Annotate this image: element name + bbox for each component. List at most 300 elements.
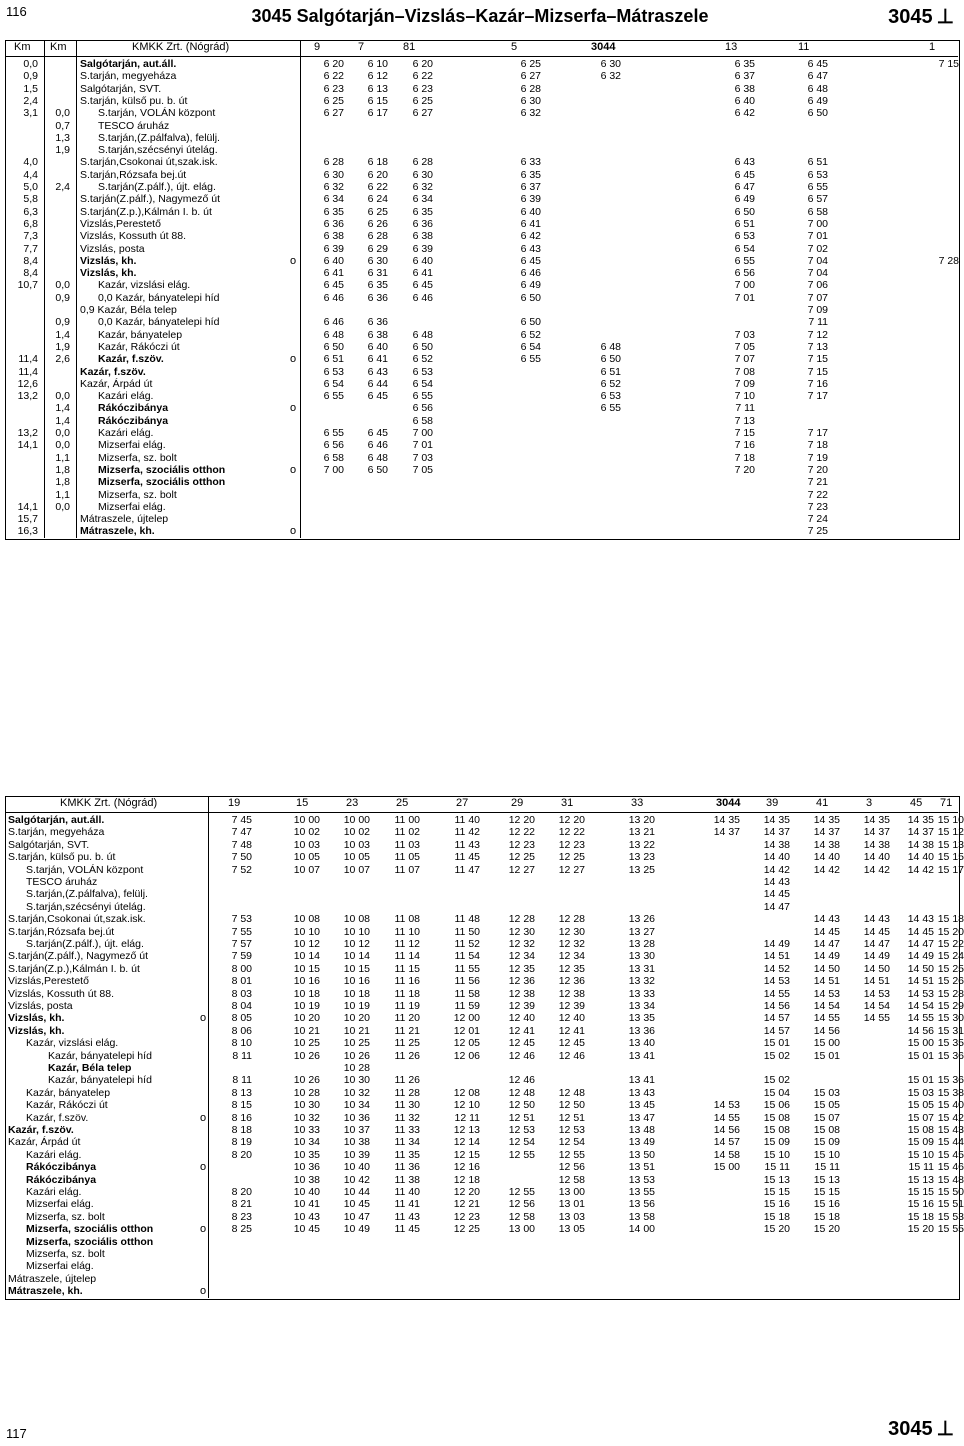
- time-cell: 6 50: [520, 316, 541, 329]
- time-cell: 11 02: [394, 826, 420, 839]
- time-cell: 15 20: [937, 925, 964, 938]
- time-cell: 6 42: [734, 107, 755, 120]
- time-cell: 11 07: [394, 863, 420, 876]
- time-cell: 14 40: [907, 851, 934, 864]
- km2-value: 1,4: [55, 328, 70, 341]
- time-cell: 12 30: [558, 925, 585, 938]
- time-cell: 10 35: [293, 1148, 320, 1161]
- km-value: 12,6: [17, 377, 38, 390]
- time-cell: 14 38: [813, 838, 840, 851]
- time-cell: 8 04: [231, 1000, 252, 1012]
- time-cell: 14 54: [907, 1000, 934, 1012]
- time-cell: 15 16: [763, 1198, 790, 1211]
- station-name: Kazári elág.: [98, 427, 154, 439]
- time-cell: 13 47: [628, 1111, 655, 1124]
- time-cell: 6 46: [367, 439, 388, 452]
- time-cell: 15 43: [937, 1124, 964, 1136]
- time-cell: 6 51: [734, 217, 755, 230]
- time-cell: 14 57: [763, 1012, 790, 1025]
- time-cell: 10 07: [343, 863, 370, 876]
- time-cell: 15 15: [813, 1186, 840, 1198]
- time-cell: 15 07: [813, 1111, 840, 1124]
- time-cell: 6 55: [323, 427, 344, 439]
- time-cell: 11 25: [394, 1037, 420, 1050]
- time-cell: 15 18: [907, 1210, 934, 1223]
- time-cell: 10 20: [343, 1012, 370, 1025]
- station-name: Kazári elág.: [26, 1148, 82, 1161]
- station-name: Vizslás, Kossuth út 88.: [80, 230, 187, 243]
- time-cell: 6 41: [412, 267, 433, 280]
- time-cell: 7 10: [734, 390, 755, 403]
- time-cell: 6 55: [600, 402, 621, 415]
- time-cell: 10 28: [293, 1086, 320, 1099]
- station-name: S.tarján,szécsényi útelág.: [26, 900, 146, 913]
- time-cell: 13 55: [628, 1186, 655, 1198]
- time-cell: 8 11: [232, 1049, 252, 1062]
- time-cell: 15 01: [763, 1037, 790, 1050]
- time-cell: 7 15: [734, 427, 755, 439]
- time-cell: 15 13: [937, 838, 964, 851]
- time-cell: 6 15: [367, 94, 388, 107]
- time-cell: 15 24: [937, 950, 964, 963]
- time-cell: 15 13: [763, 1173, 790, 1186]
- time-cell: 6 28: [412, 156, 433, 169]
- time-cell: 10 10: [293, 925, 320, 938]
- train-number: 29: [511, 797, 524, 809]
- time-cell: 7 48: [231, 838, 252, 851]
- time-cell: 10 02: [343, 826, 370, 839]
- time-cell: 10 34: [343, 1099, 370, 1112]
- time-cell: 6 28: [367, 230, 388, 243]
- train-number: 3044: [716, 797, 741, 809]
- time-cell: 12 46: [508, 1049, 535, 1062]
- station-name: Kazár, bányatelep: [98, 328, 183, 341]
- time-cell: 15 40: [937, 1099, 964, 1112]
- time-cell: 14 43: [763, 876, 790, 888]
- time-cell: 6 45: [520, 254, 541, 267]
- station-name: S.tarján,Csokonai út,szak.isk.: [8, 913, 146, 926]
- time-cell: 14 45: [813, 925, 840, 938]
- time-cell: 14 55: [863, 1012, 890, 1025]
- time-cell: 6 45: [412, 279, 433, 292]
- km-value: 4,0: [23, 156, 38, 169]
- time-cell: 6 35: [412, 205, 433, 218]
- km-value: 14,1: [17, 500, 38, 513]
- station-name: Kazár, Rákóczi út: [26, 1099, 108, 1112]
- time-cell: 14 57: [763, 1024, 790, 1037]
- time-cell: 6 41: [520, 217, 541, 230]
- time-cell: 6 32: [520, 107, 541, 120]
- time-cell: 6 50: [367, 463, 388, 476]
- time-cell: 15 00: [713, 1161, 740, 1174]
- time-cell: 12 46: [508, 1074, 535, 1087]
- station-name: S.tarján(Z.pálf.), újt. elág.: [98, 181, 216, 193]
- time-cell: 14 49: [863, 950, 890, 963]
- time-cell: 14 51: [907, 975, 934, 988]
- time-cell: 15 15: [763, 1186, 790, 1198]
- time-cell: 7 25: [807, 525, 828, 538]
- time-cell: 11 05: [394, 851, 420, 864]
- time-cell: 12 11: [454, 1111, 480, 1124]
- time-cell: 11 38: [394, 1173, 420, 1186]
- time-cell: 7 24: [807, 513, 828, 526]
- time-cell: 10 25: [343, 1037, 370, 1050]
- time-cell: 6 25: [520, 58, 541, 70]
- time-cell: 14 47: [813, 938, 840, 950]
- time-cell: 13 30: [628, 950, 655, 963]
- time-cell: 15 10: [937, 814, 964, 826]
- time-cell: 10 16: [343, 975, 370, 988]
- train-number: 3044: [591, 41, 616, 53]
- time-cell: 12 55: [558, 1148, 585, 1161]
- time-cell: 14 56: [713, 1124, 740, 1136]
- station-name: Mizserfa, sz. bolt: [98, 451, 177, 464]
- km2-header: Km: [50, 41, 67, 53]
- km2-value: 0,9: [55, 316, 70, 329]
- station-name: Mizserfa, szociális otthon: [98, 476, 226, 489]
- time-cell: 12 01: [453, 1024, 480, 1037]
- time-cell: 14 47: [863, 938, 890, 950]
- time-cell: 10 18: [343, 987, 370, 1000]
- time-cell: 15 13: [813, 1173, 840, 1186]
- time-cell: 7 18: [807, 439, 828, 452]
- time-cell: 6 36: [367, 291, 388, 304]
- time-cell: 14 35: [907, 814, 934, 826]
- time-cell: 13 45: [628, 1099, 655, 1112]
- time-cell: 14 55: [763, 987, 790, 1000]
- time-cell: 6 50: [412, 340, 433, 353]
- time-cell: 6 45: [323, 279, 344, 292]
- time-cell: 13 36: [628, 1024, 655, 1037]
- station-name: 0,0 Kazár, bányatelepi híd: [98, 316, 220, 329]
- time-cell: 15 11: [908, 1161, 934, 1174]
- time-cell: 15 28: [937, 987, 964, 1000]
- time-cell: 15 02: [763, 1049, 790, 1062]
- station-name: 0,0 Kazár, bányatelepi híd: [98, 291, 220, 304]
- station-name: Kazári elág.: [98, 390, 154, 403]
- time-cell: 7 00: [807, 217, 828, 230]
- station-name: S.tarján(Z.p.),Kálmán I. b. út: [8, 962, 140, 975]
- km2-value: 2,6: [55, 353, 70, 366]
- time-cell: 10 47: [343, 1210, 370, 1223]
- time-cell: 7 23: [807, 500, 828, 513]
- time-cell: 6 52: [412, 353, 433, 366]
- time-cell: 15 31: [937, 1024, 964, 1037]
- km-value: 4,4: [23, 168, 38, 181]
- time-cell: 7 55: [231, 925, 252, 938]
- time-cell: 6 17: [367, 107, 388, 120]
- time-cell: 6 49: [734, 193, 755, 206]
- station-name: Vizslás, kh.: [8, 1012, 65, 1025]
- km-value: 8,4: [23, 267, 38, 280]
- time-cell: 7 15: [938, 58, 959, 70]
- time-cell: 10 37: [343, 1124, 370, 1136]
- time-cell: 13 48: [628, 1124, 655, 1136]
- time-cell: 14 40: [763, 851, 790, 864]
- station-name: Mizserfa, szociális otthon: [26, 1235, 154, 1248]
- time-cell: 7 06: [807, 279, 828, 292]
- station-name: Vizslás,Perestető: [80, 217, 161, 230]
- time-cell: 6 40: [520, 205, 541, 218]
- time-cell: 12 20: [558, 814, 585, 826]
- time-cell: 6 35: [520, 168, 541, 181]
- time-cell: 7 12: [807, 328, 828, 341]
- time-cell: 15 10: [763, 1148, 790, 1161]
- time-cell: 12 54: [508, 1136, 535, 1149]
- time-cell: 6 22: [323, 70, 344, 83]
- time-cell: 10 14: [293, 950, 320, 963]
- station-name: 0,9 Kazár, Béla telep: [80, 304, 177, 316]
- time-cell: 15 08: [907, 1124, 934, 1136]
- time-cell: 6 27: [520, 70, 541, 83]
- time-cell: 6 39: [412, 242, 433, 255]
- time-cell: 11 33: [394, 1124, 420, 1136]
- time-cell: 13 58: [628, 1210, 655, 1223]
- time-cell: 6 24: [367, 193, 388, 206]
- time-cell: 12 45: [558, 1037, 585, 1050]
- station-name: Vizslás, posta: [80, 242, 145, 255]
- train-number: 33: [631, 797, 644, 809]
- station-name: Kazár, Béla telep: [48, 1062, 132, 1074]
- time-cell: 14 49: [763, 938, 790, 950]
- time-cell: 12 54: [558, 1136, 585, 1149]
- time-cell: 14 53: [763, 975, 790, 988]
- time-cell: 15 25: [937, 962, 964, 975]
- time-cell: 6 34: [412, 193, 433, 206]
- time-cell: 6 36: [367, 316, 388, 329]
- time-cell: 15 03: [907, 1086, 934, 1099]
- km2-value: 1,4: [55, 414, 70, 427]
- time-cell: 14 43: [813, 913, 840, 926]
- time-cell: 10 03: [293, 838, 320, 851]
- time-cell: 7 07: [734, 353, 755, 366]
- time-cell: 13 23: [628, 851, 655, 864]
- time-cell: 12 22: [508, 826, 535, 839]
- operator-header: KMKK Zrt. (Nógrád): [60, 797, 158, 809]
- time-cell: 15 20: [763, 1223, 790, 1236]
- time-cell: 13 49: [628, 1136, 655, 1149]
- station-name: Kazár, f.szöv.: [26, 1111, 89, 1124]
- time-cell: 14 00: [628, 1223, 655, 1236]
- time-cell: 6 22: [367, 181, 388, 193]
- time-cell: 6 30: [323, 168, 344, 181]
- time-cell: 6 53: [412, 365, 433, 378]
- terminal-circle-icon: o: [290, 254, 297, 267]
- train-number: 7: [358, 41, 365, 53]
- time-cell: 14 42: [763, 863, 790, 876]
- time-cell: 7 52: [231, 863, 252, 876]
- train-number: 13: [725, 41, 738, 53]
- time-cell: 7 00: [734, 279, 755, 292]
- time-cell: 6 47: [807, 70, 828, 83]
- station-name: Rákóczibánya: [98, 402, 169, 415]
- station-name: S.tarján(Z.pálf.), Nagymező út: [80, 193, 221, 206]
- time-cell: 6 50: [323, 340, 344, 353]
- time-cell: 12 13: [453, 1124, 480, 1136]
- time-cell: 7 04: [807, 267, 828, 280]
- time-cell: 8 01: [231, 975, 252, 988]
- time-cell: 12 48: [558, 1086, 585, 1099]
- time-cell: 6 30: [367, 254, 388, 267]
- time-cell: 15 46: [937, 1161, 964, 1174]
- time-cell: 6 56: [734, 267, 755, 280]
- station-name: Mizserfa, szociális otthon: [98, 463, 226, 476]
- time-cell: 11 42: [454, 826, 480, 839]
- time-cell: 10 26: [293, 1049, 320, 1062]
- km-value: 14,1: [17, 439, 38, 452]
- time-cell: 6 23: [323, 82, 344, 95]
- time-cell: 7 01: [734, 291, 755, 304]
- station-name: TESCO áruház: [26, 876, 98, 888]
- time-cell: 15 08: [763, 1124, 790, 1136]
- km-value: 15,7: [17, 513, 38, 526]
- time-cell: 6 12: [367, 70, 388, 83]
- time-cell: 15 16: [907, 1198, 934, 1211]
- station-name: Vizslás, kh.: [80, 267, 137, 280]
- time-cell: 10 40: [343, 1161, 370, 1174]
- time-cell: 13 50: [628, 1148, 655, 1161]
- train-number: 41: [816, 797, 829, 809]
- terminal-circle-icon: o: [200, 1161, 207, 1174]
- time-cell: 8 18: [231, 1124, 252, 1136]
- time-cell: 15 05: [907, 1099, 934, 1112]
- time-cell: 6 48: [412, 328, 433, 341]
- time-cell: 13 43: [628, 1086, 655, 1099]
- time-cell: 14 54: [813, 1000, 840, 1012]
- station-name: Rákóczibánya: [98, 414, 169, 427]
- time-cell: 11 28: [394, 1086, 420, 1099]
- km-value: 0,9: [23, 70, 38, 83]
- time-cell: 6 55: [323, 390, 344, 403]
- time-cell: 12 08: [453, 1086, 480, 1099]
- time-cell: 11 20: [394, 1012, 420, 1025]
- time-cell: 8 23: [231, 1210, 252, 1223]
- station-name: Mizserfai elág.: [98, 439, 166, 452]
- station-name: Kazár, Árpád út: [80, 377, 153, 390]
- time-cell: 6 38: [367, 328, 388, 341]
- time-cell: 6 46: [323, 291, 344, 304]
- station-name: S.tarján,(Z.pálfalva), felülj.: [26, 888, 148, 901]
- km-value: 11,4: [18, 353, 38, 366]
- time-cell: 7 00: [323, 463, 344, 476]
- time-cell: 6 53: [600, 390, 621, 403]
- station-name: Vizslás,Perestető: [8, 975, 89, 988]
- time-cell: 13 51: [628, 1161, 655, 1174]
- time-cell: 7 18: [734, 451, 755, 464]
- time-cell: 6 46: [323, 316, 344, 329]
- time-cell: 14 54: [863, 1000, 890, 1012]
- time-cell: 14 37: [863, 826, 890, 839]
- time-cell: 12 22: [558, 826, 585, 839]
- time-cell: 12 39: [508, 1000, 535, 1012]
- time-cell: 6 36: [323, 217, 344, 230]
- time-cell: 7 17: [807, 390, 828, 403]
- time-cell: 14 38: [907, 838, 934, 851]
- time-cell: 8 20: [231, 1186, 252, 1198]
- station-name: S.tarján,Rózsafa bej.út: [8, 925, 115, 938]
- terminal-circle-icon: o: [200, 1012, 207, 1025]
- time-cell: 6 39: [323, 242, 344, 255]
- time-cell: 10 45: [293, 1223, 320, 1236]
- time-cell: 12 14: [453, 1136, 480, 1149]
- time-cell: 6 48: [367, 451, 388, 464]
- time-cell: 11 21: [394, 1024, 420, 1037]
- station-name: Mizserfai elág.: [26, 1260, 94, 1273]
- time-cell: 7 45: [231, 814, 252, 826]
- time-cell: 12 46: [558, 1049, 585, 1062]
- time-cell: 6 40: [367, 340, 388, 353]
- time-cell: 7 11: [808, 316, 828, 329]
- time-cell: 14 42: [813, 863, 840, 876]
- km-header: Km: [14, 41, 31, 53]
- time-cell: 12 23: [508, 838, 535, 851]
- time-cell: 6 53: [807, 168, 828, 181]
- time-cell: 6 30: [520, 94, 541, 107]
- time-cell: 13 26: [628, 913, 655, 926]
- time-cell: 6 23: [412, 82, 433, 95]
- time-cell: 10 30: [343, 1074, 370, 1087]
- time-cell: 12 40: [508, 1012, 535, 1025]
- time-cell: 15 29: [937, 1000, 964, 1012]
- bus-symbol-icon: ⊥: [936, 1418, 954, 1440]
- time-cell: 13 35: [628, 1012, 655, 1025]
- station-name: Mizserfa, szociális otthon: [26, 1223, 154, 1236]
- time-cell: 14 47: [763, 900, 790, 913]
- time-cell: 14 45: [863, 925, 890, 938]
- time-cell: 6 49: [807, 94, 828, 107]
- time-cell: 10 07: [293, 863, 320, 876]
- time-cell: 12 38: [558, 987, 585, 1000]
- time-cell: 8 15: [231, 1099, 252, 1112]
- time-cell: 15 35: [937, 1037, 964, 1050]
- time-cell: 6 45: [367, 427, 388, 439]
- station-name: Mátraszele, újtelep: [80, 513, 169, 526]
- time-cell: 10 40: [293, 1186, 320, 1198]
- time-cell: 6 58: [323, 451, 344, 464]
- time-cell: 7 47: [231, 826, 252, 839]
- time-cell: 7 04: [807, 254, 828, 267]
- time-cell: 6 20: [367, 168, 388, 181]
- time-cell: 6 32: [412, 181, 433, 193]
- time-cell: 11 48: [454, 913, 480, 926]
- time-cell: 6 35: [323, 205, 344, 218]
- time-cell: 6 58: [412, 414, 433, 427]
- time-cell: 7 00: [412, 427, 433, 439]
- time-cell: 14 43: [907, 913, 934, 926]
- time-cell: 10 02: [293, 826, 320, 839]
- time-cell: 11 43: [454, 838, 480, 851]
- km2-value: 0,0: [55, 427, 70, 439]
- time-cell: 14 50: [813, 962, 840, 975]
- time-cell: 10 30: [293, 1099, 320, 1112]
- time-cell: 6 51: [323, 353, 344, 366]
- time-cell: 6 20: [323, 58, 344, 70]
- station-name: Mizserfa, sz. bolt: [98, 488, 177, 501]
- time-cell: 8 00: [231, 962, 252, 975]
- time-cell: 10 12: [293, 938, 320, 950]
- time-cell: 13 31: [628, 962, 655, 975]
- time-cell: 6 50: [807, 107, 828, 120]
- time-cell: 11 26: [394, 1074, 420, 1087]
- time-cell: 15 08: [763, 1111, 790, 1124]
- time-cell: 13 41: [628, 1074, 655, 1087]
- station-name: S.tarján(Z.pálf.), Nagymező út: [8, 950, 149, 963]
- station-name: Kazár, vizslási elág.: [98, 279, 191, 292]
- time-cell: 6 28: [323, 156, 344, 169]
- time-cell: 12 55: [508, 1186, 535, 1198]
- time-cell: 12 23: [453, 1210, 480, 1223]
- time-cell: 7 07: [807, 291, 828, 304]
